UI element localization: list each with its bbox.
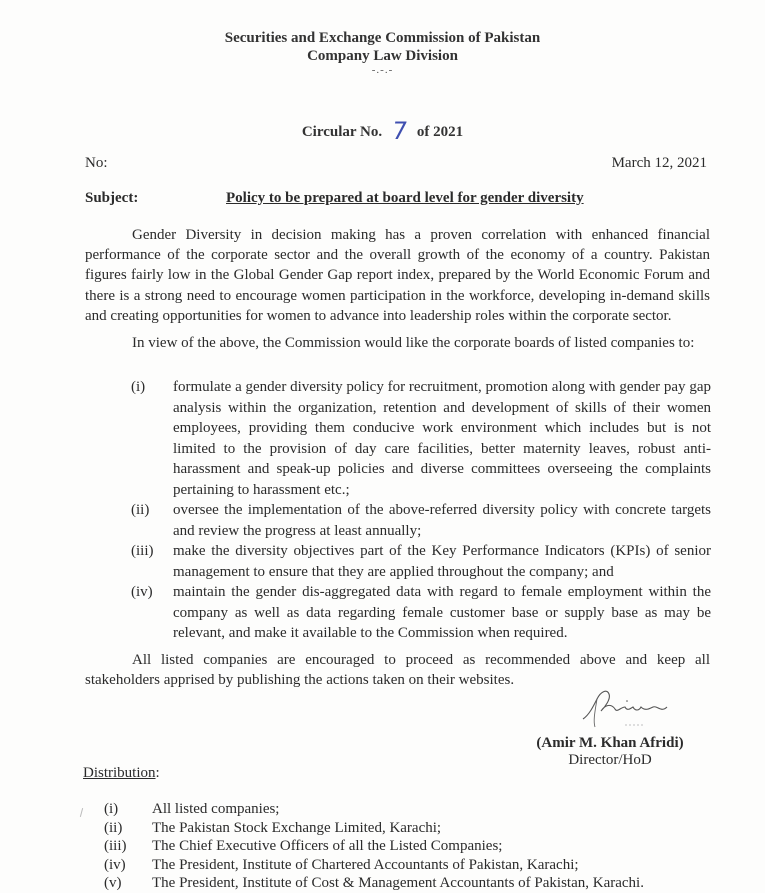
- distribution-colon: :: [155, 765, 160, 781]
- list-item: [104, 856, 644, 875]
- list-item-text: The President, Institute of Chartered Accountants of Pakistan, Karachi;: [152, 856, 579, 873]
- distribution-list: [104, 800, 644, 893]
- subject-text: Policy to be prepared at board level for gender diversity: [226, 190, 584, 206]
- list-item: [131, 541, 711, 582]
- circular-date: March 12, 2021: [611, 155, 707, 171]
- request-paragraph: [85, 333, 710, 353]
- signature-image: [575, 685, 685, 730]
- list-item-number: (ii): [104, 819, 123, 836]
- list-item-text: The Pakistan Stock Exchange Limited, Karachi;: [152, 819, 442, 836]
- list-item-number: (iv): [131, 584, 153, 600]
- signatory-name: (Amir M. Khan Afridi): [536, 735, 684, 751]
- subject-label: Subject:: [85, 190, 139, 206]
- intro-paragraph-text: Gender Diversity in decision making has a proven correlation with enhanced financial performance of the corporate sector and the overall growth of the economy of a country. Pakistan figures fairly low in the Global Gender Gap report index, prepared by the World Economic Forum and there is a strong need to encourage women participation in the workforce, developing in-demand skills and creating opportunities for women to advance into leadership roles within the corporate sector.: [85, 227, 710, 324]
- list-item-text: formulate a gender diversity policy for recruitment, promotion along with gender pay gap analysis within the organization, retention and development of skills of their women employees, providing them conducive work environment which includes but is not limited to the provision of day care facilities, better maternity leaves, robust anti-harassment and speak-up policies and diverse committees overseeing the complaints pertaining to harassment etc.;: [173, 379, 711, 498]
- recommendations-list: [131, 377, 711, 644]
- circular-suffix: of 2021: [416, 124, 464, 140]
- organization-heading: Securities and Exchange Commission of Pakistan: [224, 30, 541, 46]
- header-separator: -.-.-: [371, 64, 394, 76]
- list-item-text: All listed companies;: [152, 801, 280, 817]
- distribution-heading: [83, 765, 160, 782]
- list-item-number: (ii): [131, 502, 150, 518]
- scan-speck: [80, 808, 83, 817]
- request-paragraph-text: In view of the above, the Commission would like the corporate boards of listed companies to:: [132, 335, 695, 351]
- list-item-text: The Chief Executive Officers of all the Listed Companies;: [152, 838, 503, 854]
- list-item-text: The President, Institute of Cost & Management Accountants of Pakistan, Karachi.: [152, 875, 644, 891]
- list-item-number: (i): [131, 379, 146, 395]
- list-item: [131, 582, 711, 644]
- list-item: [131, 377, 711, 500]
- list-item: [104, 874, 644, 893]
- list-item: [104, 819, 644, 838]
- division-heading: Company Law Division: [307, 48, 458, 64]
- list-item: [104, 837, 644, 856]
- circular-title: [0, 117, 765, 145]
- circular-number-handwritten: 7: [389, 117, 410, 145]
- list-item-number: (iii): [104, 838, 127, 854]
- list-item-text: oversee the implementation of the above-referred diversity policy with concrete targets and review the progress at least annually;: [173, 502, 711, 539]
- list-item-number: (v): [104, 875, 122, 891]
- circular-prefix: Circular No.: [301, 124, 383, 140]
- list-item-number: (i): [104, 801, 119, 817]
- list-item: [131, 500, 711, 541]
- list-item-number: (iii): [131, 543, 154, 559]
- list-item-text: make the diversity objectives part of the Key Performance Indicators (KPIs) of senior management to ensure that they are applied throughout the company; and: [173, 543, 711, 580]
- closing-paragraph-text: All listed companies are encouraged to proceed as recommended above and keep all stakeholders apprised by publishing the actions taken on their websites.: [85, 652, 710, 689]
- signatory-title: Director/HoD: [568, 752, 652, 768]
- list-item-number: (iv): [104, 856, 126, 873]
- intro-paragraph: [85, 225, 710, 326]
- list-item: [104, 800, 644, 819]
- reference-number-label: No:: [85, 155, 108, 171]
- list-item-text: maintain the gender dis-aggregated data with regard to female employment within the company as well as data regarding female customer base or supply base as may be relevant, and make it available to the Commission when required.: [173, 584, 711, 641]
- distribution-label: Distribution: [83, 765, 156, 781]
